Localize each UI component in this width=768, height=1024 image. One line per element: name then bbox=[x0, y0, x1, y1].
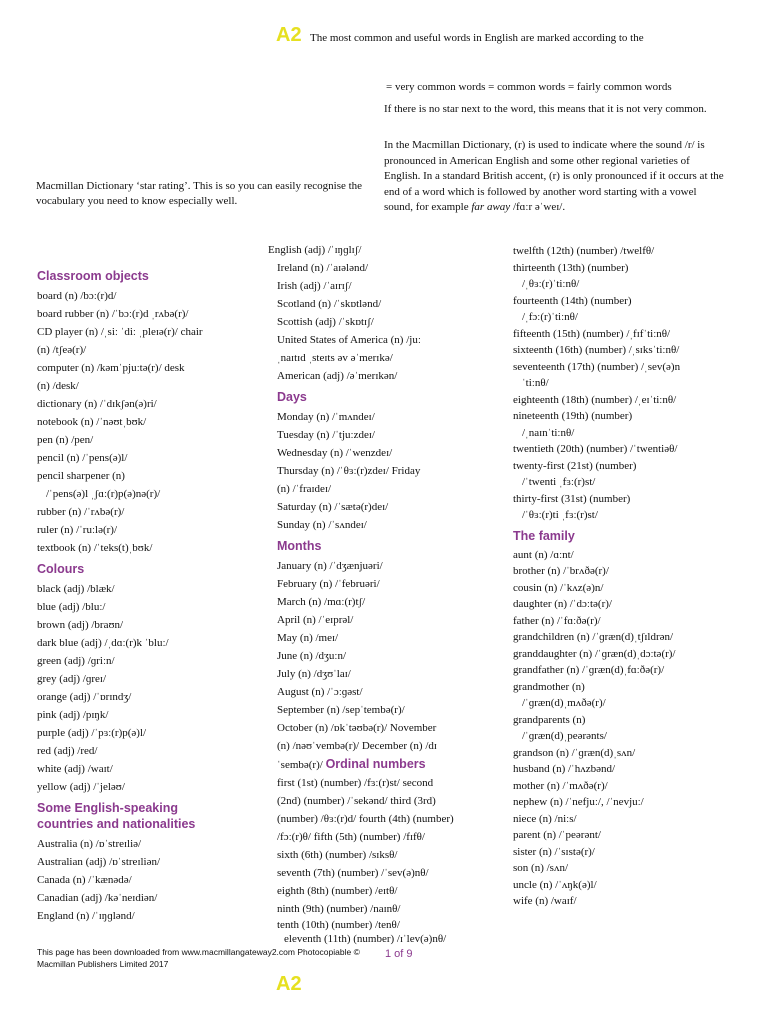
star-rating-intro: Macmillan Dictionary ‘star rating’. This is so you can easily recognise the vocabulary you need to know especially well. bbox=[36, 180, 363, 207]
vocab-entry: April (n) /ˈeɪprəl/ bbox=[277, 614, 354, 626]
vocab-entry: grandparents (n) bbox=[513, 713, 586, 726]
vocab-entry: sister (n) /ˈsɪstə(r)/ bbox=[513, 845, 595, 858]
column-2 bbox=[268, 241, 454, 946]
vocab-entry: pencil sharpener (n) bbox=[37, 470, 125, 482]
vocab-entry: (number) /θɜː(r)d/ fourth (4th) (number) bbox=[277, 813, 454, 825]
footer-line-1: This page has been downloaded from www.macmillangateway2.com Photocopiable © bbox=[37, 947, 360, 957]
star-legend: = very common words = common words = fairly common words bbox=[386, 81, 672, 93]
vocab-entry: cousin (n) /ˈkʌz(ə)n/ bbox=[513, 581, 604, 594]
vocab-entry: Sunday (n) /ˈsʌndeɪ/ bbox=[277, 519, 367, 531]
vocab-entry: Wednesday (n) /ˈwenzdeɪ/ bbox=[277, 447, 393, 459]
vocab-entry: brown (adj) /braʊn/ bbox=[37, 619, 124, 631]
vocab-entry: February (n) /ˈfebruəri/ bbox=[277, 578, 380, 590]
vocab-entry: grey (adj) /ɡreɪ/ bbox=[37, 673, 107, 685]
vocab-entry: green (adj) /ɡriːn/ bbox=[37, 655, 115, 667]
level-badge-bottom: A2 bbox=[276, 973, 302, 995]
vocab-entry: Irish (adj) /ˈaɪrɪʃ/ bbox=[277, 280, 352, 292]
vocab-entry: eighteenth (18th) (number) /ˌeɪˈtiːnθ/ bbox=[513, 393, 677, 406]
footer-credit bbox=[37, 946, 360, 970]
vocab-entry: Saturday (n) /ˈsætə(r)deɪ/ bbox=[277, 501, 389, 513]
vocab-entry: nineteenth (19th) (number) bbox=[513, 410, 633, 422]
section-title-family: The family bbox=[513, 528, 575, 543]
r-note-ipa: /fɑːr əˈweɪ/. bbox=[510, 201, 566, 213]
vocab-entry: yellow (adj) /ˈjeləʊ/ bbox=[37, 781, 125, 793]
vocab-entry: Canada (n) /ˈkænədə/ bbox=[37, 874, 132, 886]
vocab-entry: seventh (7th) (number) /ˈsev(ə)nθ/ bbox=[277, 867, 429, 879]
vocab-entry: American (adj) /əˈmerɪkən/ bbox=[277, 370, 398, 382]
vocab-entry: nephew (n) /ˈnefjuː/, /ˈnevjuː/ bbox=[513, 796, 644, 808]
vocab-entry: twelfth (12th) (number) /twelfθ/ bbox=[513, 245, 655, 257]
vocab-entry bbox=[268, 755, 454, 774]
vocab-entry: ruler (n) /ˈruːlə(r)/ bbox=[37, 524, 118, 536]
vocab-entry: black (adj) /blæk/ bbox=[37, 583, 115, 595]
vocab-entry: /ˈtwenti ˌfɜː(r)st/ bbox=[522, 476, 596, 488]
vocab-entry: Thursday (n) /ˈθɜː(r)zdeɪ/ Friday bbox=[277, 465, 421, 477]
vocab-entry: first (1st) (number) /fɜː(r)st/ second bbox=[277, 777, 434, 789]
page-number: 1 of 9 bbox=[385, 948, 413, 960]
vocab-entry: parent (n) /ˈpeərənt/ bbox=[513, 829, 601, 841]
vocab-entry: thirty-first (31st) (number) bbox=[513, 492, 631, 505]
vocab-entry: mother (n) /ˈmʌðə(r)/ bbox=[513, 779, 608, 792]
vocab-entry: Australia (n) /ɒˈstreɪliə/ bbox=[37, 838, 142, 850]
vocab-entry: /ˈɡræn(d)ˌpeərənts/ bbox=[522, 730, 607, 742]
vocab-entry: Ireland (n) /ˈaɪələnd/ bbox=[277, 262, 369, 274]
vocab-entry: tenth (10th) (number) /tenθ/ bbox=[277, 919, 400, 931]
vocab-entry: January (n) /ˈdʒænjuəri/ bbox=[277, 560, 383, 572]
vocab-entry: /ˌfɔː(r)ˈtiːnθ/ bbox=[522, 311, 578, 323]
vocab-entry: Scottish (adj) /ˈskɒtɪʃ/ bbox=[277, 316, 374, 328]
vocab-entry: pen (n) /pen/ bbox=[37, 434, 94, 446]
vocab-entry: son (n) /sʌn/ bbox=[513, 862, 568, 874]
vocab-entry: board rubber (n) /ˈbɔː(r)d ˌrʌbə(r)/ bbox=[37, 308, 189, 320]
vocab-entry: computer (n) /kəmˈpjuːtə(r)/ desk bbox=[37, 362, 185, 374]
r-note-example: far away bbox=[471, 201, 511, 213]
vocab-entry: May (n) /meɪ/ bbox=[277, 632, 339, 644]
vocab-entry: March (n) /mɑː(r)tʃ/ bbox=[277, 596, 366, 608]
vocab-entry: uncle (n) /ˈʌŋk(ə)l/ bbox=[513, 878, 597, 891]
section-title-countries-line2: countries and nationalities bbox=[37, 817, 196, 831]
vocab-entry: dictionary (n) /ˈdɪkʃən(ə)ri/ bbox=[37, 398, 157, 410]
vocab-entry: June (n) /dʒuːn/ bbox=[277, 650, 347, 662]
vocab-entry: board (n) /bɔː(r)d/ bbox=[37, 290, 117, 302]
december-tail: ˈsembə(r)/ bbox=[277, 759, 323, 771]
vocab-entry: aunt (n) /ɑːnt/ bbox=[513, 548, 574, 561]
vocab-entry: ˌnaɪtɪd ˌsteɪts əv əˈmerɪkə/ bbox=[277, 352, 393, 364]
vocab-entry: wife (n) /waɪf/ bbox=[513, 895, 577, 907]
vocab-entry: granddaughter (n) /ˈɡræn(d)ˌdɔːtə(r)/ bbox=[513, 647, 676, 660]
vocab-entry: ˈtiːnθ/ bbox=[522, 377, 549, 389]
vocab-entry: seventeenth (17th) (number) /ˌsev(ə)n bbox=[513, 360, 681, 373]
column-3 bbox=[513, 243, 680, 910]
vocab-entry: Scotland (n) /ˈskɒtlənd/ bbox=[277, 298, 382, 310]
level-badge-top: A2 bbox=[276, 24, 302, 46]
vocab-entry: white (adj) /waɪt/ bbox=[37, 763, 113, 775]
vocab-entry: fourteenth (14th) (number) bbox=[513, 294, 632, 307]
vocab-entry: purple (adj) /ˈpɜː(r)p(ə)l/ bbox=[37, 727, 147, 739]
section-title-days: Days bbox=[277, 390, 307, 404]
vocab-entry: August (n) /ˈɔːɡəst/ bbox=[277, 686, 363, 698]
section-title-countries-line1: Some English-speaking bbox=[37, 801, 179, 815]
vocab-entry: blue (adj) /bluː/ bbox=[37, 601, 106, 613]
vocab-entry: CD player (n) /ˌsiː ˈdiː ˌpleɪə(r)/ chair bbox=[37, 326, 203, 338]
vocab-entry: eleventh (11th) (number) /ɪˈlev(ə)nθ/ bbox=[284, 933, 447, 945]
vocab-entry: twentieth (20th) (number) /ˈtwentiəθ/ bbox=[513, 443, 678, 455]
vocab-entry: /ˌnaɪnˈtiːnθ/ bbox=[522, 426, 575, 439]
vocab-entry: sixteenth (16th) (number) /ˌsɪksˈtiːnθ/ bbox=[513, 344, 680, 356]
footer-line-2: Macmillan Publishers Limited 2017 bbox=[37, 959, 169, 969]
vocab-entry: /fɔː(r)θ/ fifth (5th) (number) /fɪfθ/ bbox=[277, 831, 425, 843]
vocab-entry: October (n) /ɒkˈtəʊbə(r)/ November bbox=[277, 722, 437, 734]
no-star-note: If there is no star next to the word, this means that it is not very common. bbox=[384, 103, 707, 115]
vocab-entry: fifteenth (15th) (number) /ˌfɪfˈtiːnθ/ bbox=[513, 327, 671, 340]
intro-line: The most common and useful words in English are marked according to the bbox=[310, 32, 644, 44]
vocab-entry: (n) /ˈfraɪdeɪ/ bbox=[277, 483, 332, 495]
r-note-text: In the Macmillan Dictionary, (r) is used to indicate where the sound /r/ is pronounced in American English and some other regional varieties of English. In a standard British accent, (r) is only pronounced if it occurs at the end of a word which is followed by another word starting with a vowel sound, for example bbox=[384, 139, 724, 213]
vocab-entry: /ˈɡræn(d)ˌmʌðə(r)/ bbox=[522, 697, 606, 709]
vocab-entry: ninth (9th) (number) /naɪnθ/ bbox=[277, 903, 401, 915]
vocab-entry: eighth (8th) (number) /eɪtθ/ bbox=[277, 885, 398, 897]
vocab-entry: brother (n) /ˈbrʌðə(r)/ bbox=[513, 565, 609, 577]
vocab-entry: English (adj) /ˈɪŋɡlɪʃ/ bbox=[268, 244, 362, 256]
vocab-entry: grandmother (n) bbox=[513, 680, 585, 693]
vocab-entry: grandchildren (n) /ˈɡræn(d)ˌtʃɪldrən/ bbox=[513, 631, 674, 643]
vocab-entry: dark blue (adj) /ˌdɑː(r)k ˈbluː/ bbox=[37, 637, 169, 649]
section-title-ordinals: Ordinal numbers bbox=[325, 757, 426, 771]
vocab-entry: (2nd) (number) /ˈsekənd/ third (3rd) bbox=[277, 795, 436, 807]
vocab-entry: thirteenth (13th) (number) bbox=[513, 261, 629, 274]
vocab-entry: Canadian (adj) /kəˈneɪdiən/ bbox=[37, 892, 158, 904]
section-title-countries bbox=[37, 800, 203, 832]
vocab-entry: (n) /desk/ bbox=[37, 380, 79, 392]
section-title-colours: Colours bbox=[37, 562, 85, 576]
vocab-entry: /ˌθɜː(r)ˈtiːnθ/ bbox=[522, 278, 580, 290]
vocab-entry: England (n) /ˈɪŋɡlənd/ bbox=[37, 910, 135, 922]
vocab-entry: Tuesday (n) /ˈtjuːzdeɪ/ bbox=[277, 429, 375, 441]
vocab-entry: father (n) /ˈfɑːðə(r)/ bbox=[513, 614, 601, 627]
vocab-entry: notebook (n) /ˈnəʊtˌbʊk/ bbox=[37, 416, 147, 428]
vocab-entry: (n) /nəʊˈvembə(r)/ December (n) /dɪ bbox=[277, 740, 437, 752]
vocab-entry: pencil (n) /ˈpens(ə)l/ bbox=[37, 452, 128, 464]
vocab-entry: daughter (n) /ˈdɔːtə(r)/ bbox=[513, 598, 612, 610]
vocab-entry: twenty-first (21st) (number) bbox=[513, 459, 637, 472]
vocab-entry: rubber (n) /ˈrʌbə(r)/ bbox=[37, 506, 125, 518]
vocab-entry: grandfather (n) /ˈɡræn(d)ˌfɑːðə(r)/ bbox=[513, 664, 665, 676]
vocab-entry: /ˈpens(ə)l ˌʃɑː(r)p(ə)nə(r)/ bbox=[46, 488, 161, 500]
section-title-classroom: Classroom objects bbox=[37, 269, 149, 283]
section-title-months: Months bbox=[277, 539, 322, 553]
vocab-entry: Monday (n) /ˈmʌndeɪ/ bbox=[277, 411, 375, 423]
vocab-entry: orange (adj) /ˈɒrɪndʒ/ bbox=[37, 691, 132, 703]
vocab-entry: (n) /tʃeə(r)/ bbox=[37, 344, 87, 356]
vocab-entry: July (n) /dʒʊˈlaɪ/ bbox=[277, 668, 351, 680]
vocab-entry: United States of America (n) /juː bbox=[277, 334, 421, 346]
vocab-entry: niece (n) /niːs/ bbox=[513, 812, 577, 825]
vocab-entry: grandson (n) /ˈɡræn(d)ˌsʌn/ bbox=[513, 746, 636, 759]
vocab-entry: Australian (adj) /ɒˈstreɪliən/ bbox=[37, 856, 161, 868]
vocab-entry: husband (n) /ˈhʌzbənd/ bbox=[513, 763, 616, 775]
vocab-entry: red (adj) /red/ bbox=[37, 745, 98, 757]
vocab-entry: pink (adj) /pɪŋk/ bbox=[37, 709, 109, 721]
column-1 bbox=[37, 264, 203, 925]
vocab-entry: /ˈθɜː(r)ti ˌfɜː(r)st/ bbox=[522, 509, 598, 521]
r-note bbox=[384, 138, 724, 216]
vocab-entry: sixth (6th) (number) /sɪksθ/ bbox=[277, 849, 398, 861]
vocab-entry: September (n) /sepˈtembə(r)/ bbox=[277, 704, 405, 716]
vocab-entry: textbook (n) /ˈteks(t)ˌbʊk/ bbox=[37, 542, 153, 554]
